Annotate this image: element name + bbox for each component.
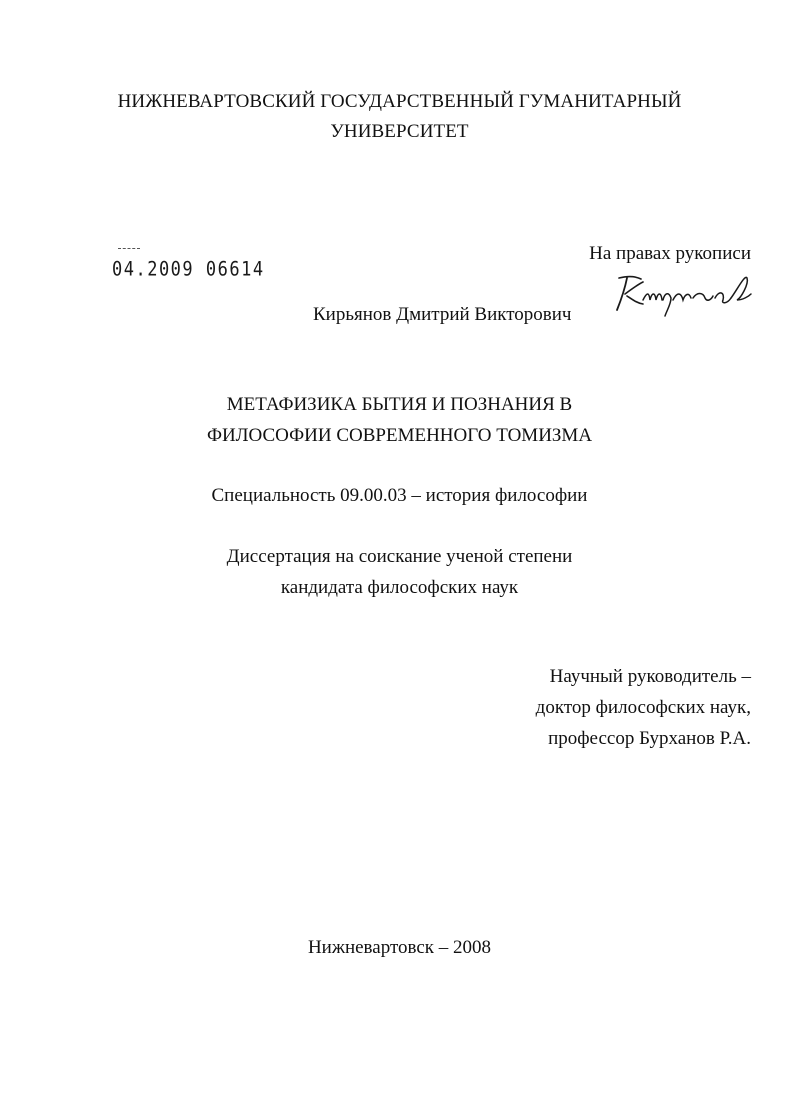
supervisor-line2: доктор философских наук, <box>535 697 751 718</box>
dissertation-title-line2: ФИЛОСОФИИ СОВРЕМЕННОГО ТОМИЗМА <box>206 425 593 446</box>
author-name: Кирьянов Дмитрий Викторович <box>313 304 572 325</box>
registry-stamp-marks <box>118 248 140 251</box>
registry-code: 04.2009 06614 <box>112 258 265 281</box>
author-signature <box>605 270 755 318</box>
supervisor-line3: профессор Бурханов Р.А. <box>548 728 751 749</box>
supervisor-line1: Научный руководитель – <box>549 666 751 687</box>
specialty: Специальность 09.00.03 – история философии <box>211 485 588 506</box>
place-and-year: Нижневартовск – 2008 <box>307 937 492 958</box>
manuscript-note: На правах рукописи <box>589 243 751 264</box>
university-name-line2: УНИВЕРСИТЕТ <box>330 121 469 142</box>
degree-line2: кандидата философских наук <box>280 577 519 598</box>
dissertation-title-line1: МЕТАФИЗИКА БЫТИЯ И ПОЗНАНИЯ В <box>226 394 573 415</box>
university-name-line1: НИЖНЕВАРТОВСКИЙ ГОСУДАРСТВЕННЫЙ ГУМАНИТАРНЫЙ <box>117 91 682 112</box>
degree-line1: Диссертация на соискание ученой степени <box>226 546 573 567</box>
